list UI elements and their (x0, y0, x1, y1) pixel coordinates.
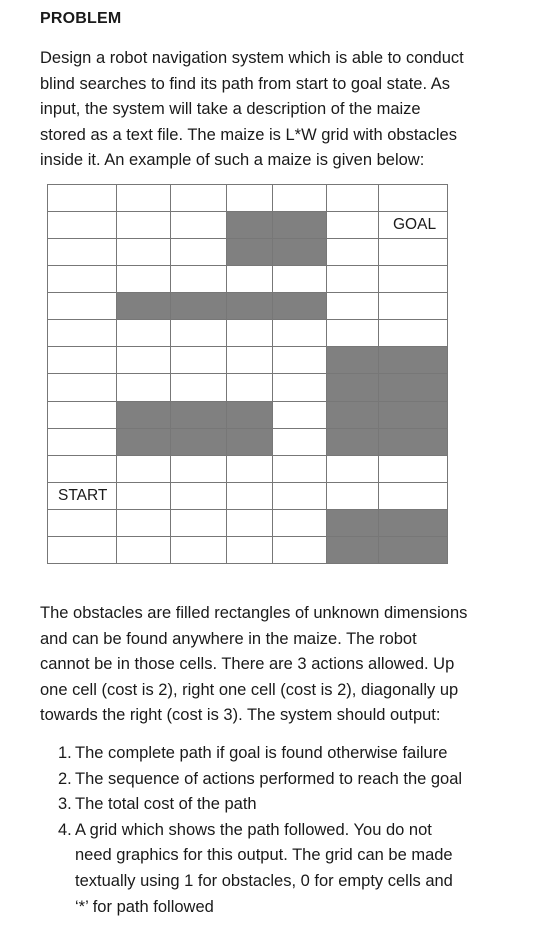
output-requirements-list (58, 741, 518, 920)
empty-cell (117, 482, 171, 509)
obstacle-cell (117, 293, 171, 320)
empty-cell (117, 185, 171, 212)
empty-cell (379, 482, 448, 509)
obstacle-cell (227, 239, 273, 266)
para-line: cannot be in those cells. There are 3 actions allowed. Up (40, 655, 455, 674)
empty-cell (327, 212, 379, 239)
empty-cell (227, 185, 273, 212)
empty-cell (171, 374, 227, 401)
obstacle-cell (379, 509, 448, 536)
obstacle-cell (327, 536, 379, 563)
empty-cell (48, 455, 117, 482)
obstacle-cell (379, 401, 448, 428)
obstacle-cell (379, 428, 448, 455)
empty-cell (273, 266, 327, 293)
goal-label: GOAL (393, 216, 437, 234)
empty-cell (273, 185, 327, 212)
empty-cell (171, 455, 227, 482)
maze-table (47, 184, 448, 564)
empty-cell (227, 374, 273, 401)
obstacle-cell (327, 374, 379, 401)
obstacle-cell (117, 401, 171, 428)
obstacle-cell (379, 374, 448, 401)
output-item (58, 792, 518, 818)
output-item-text: textually using 1 for obstacles, 0 for empty cells and (75, 871, 453, 890)
maze-row (48, 212, 448, 239)
intro-line: inside it. An example of such a maize is given below: (40, 151, 425, 170)
empty-cell (48, 320, 117, 347)
empty-cell (117, 509, 171, 536)
empty-cell (273, 455, 327, 482)
empty-cell (227, 266, 273, 293)
obstacle-cell (171, 293, 227, 320)
empty-cell (379, 320, 448, 347)
obstacle-cell (273, 212, 327, 239)
output-item-text: need graphics for this output. The grid can be made (75, 846, 453, 865)
empty-cell (273, 509, 327, 536)
empty-cell (327, 239, 379, 266)
empty-cell (227, 536, 273, 563)
empty-cell (171, 482, 227, 509)
obstacle-cell (171, 428, 227, 455)
empty-cell (171, 266, 227, 293)
maze-row (48, 347, 448, 374)
intro-paragraph (40, 46, 510, 174)
obstacle-cell (379, 347, 448, 374)
empty-cell (48, 509, 117, 536)
maze-row (48, 509, 448, 536)
output-item-text: The total cost of the path (75, 795, 257, 814)
empty-cell (117, 347, 171, 374)
empty-cell (171, 536, 227, 563)
obstacle-cell (227, 401, 273, 428)
empty-cell (227, 509, 273, 536)
maze-row (48, 239, 448, 266)
empty-cell (117, 536, 171, 563)
obstacle-cell (227, 428, 273, 455)
problem-heading: PROBLEM (40, 10, 122, 27)
empty-cell (48, 266, 117, 293)
para-line: The obstacles are filled rectangles of unknown dimensions (40, 604, 468, 622)
goal-cell (379, 212, 448, 239)
empty-cell (379, 293, 448, 320)
maze-row (48, 401, 448, 428)
maze-row (48, 455, 448, 482)
empty-cell (227, 320, 273, 347)
output-item (58, 741, 518, 767)
para-line: one cell (cost is 2), right one cell (cost is 2), diagonally up (40, 680, 459, 699)
empty-cell (171, 347, 227, 374)
intro-line: blind searches to find its path from start to goal state. As (40, 74, 450, 93)
empty-cell (171, 320, 227, 347)
obstacle-cell (327, 347, 379, 374)
maze-row (48, 266, 448, 293)
empty-cell (48, 536, 117, 563)
empty-cell (171, 185, 227, 212)
obstacle-cell (227, 293, 273, 320)
empty-cell (117, 212, 171, 239)
empty-cell (48, 347, 117, 374)
output-item-number: 4. (58, 820, 72, 839)
output-item (58, 818, 518, 920)
output-item-text: The complete path if goal is found otherwise failure (75, 744, 448, 762)
obstacle-cell (327, 428, 379, 455)
empty-cell (48, 212, 117, 239)
empty-cell (48, 293, 117, 320)
obstacle-cell (227, 212, 273, 239)
empty-cell (273, 374, 327, 401)
obstacle-cell (273, 293, 327, 320)
empty-cell (379, 185, 448, 212)
output-item-text: A grid which shows the path followed. You do not (75, 820, 432, 839)
empty-cell (273, 401, 327, 428)
obstacle-cell (171, 401, 227, 428)
empty-cell (117, 239, 171, 266)
output-item-number: 3. (58, 795, 72, 814)
empty-cell (327, 320, 379, 347)
empty-cell (327, 293, 379, 320)
empty-cell (273, 536, 327, 563)
maze-row (48, 320, 448, 347)
empty-cell (117, 266, 171, 293)
empty-cell (273, 428, 327, 455)
maze-row (48, 482, 448, 509)
empty-cell (171, 509, 227, 536)
empty-cell (327, 266, 379, 293)
intro-line: input, the system will take a description of the maize (40, 100, 421, 119)
empty-cell (327, 455, 379, 482)
obstacle-cell (327, 401, 379, 428)
maze-row (48, 374, 448, 401)
empty-cell (227, 482, 273, 509)
output-item (58, 767, 518, 793)
empty-cell (227, 455, 273, 482)
empty-cell (327, 482, 379, 509)
empty-cell (48, 374, 117, 401)
output-item-text: ‘*’ for path followed (75, 897, 214, 916)
output-item-text: The sequence of actions performed to reach the goal (75, 769, 463, 788)
intro-line: Design a robot navigation system which is able to conduct (40, 49, 464, 67)
output-item-number: 1. (58, 744, 72, 762)
obstacles-paragraph (40, 601, 510, 729)
maze-row (48, 428, 448, 455)
maze-row (48, 293, 448, 320)
empty-cell (379, 455, 448, 482)
intro-line: stored as a text file. The maize is L*W grid with obstacles (40, 125, 457, 144)
empty-cell (327, 185, 379, 212)
empty-cell (117, 374, 171, 401)
obstacle-cell (327, 509, 379, 536)
empty-cell (379, 266, 448, 293)
empty-cell (48, 239, 117, 266)
output-item-number: 2. (58, 769, 72, 788)
obstacle-cell (273, 239, 327, 266)
empty-cell (48, 401, 117, 428)
maze-row (48, 536, 448, 563)
para-line: and can be found anywhere in the maize. The robot (40, 629, 417, 648)
start-cell (48, 482, 117, 509)
maze-row (48, 185, 448, 212)
empty-cell (379, 239, 448, 266)
empty-cell (273, 482, 327, 509)
empty-cell (117, 455, 171, 482)
empty-cell (48, 428, 117, 455)
empty-cell (227, 347, 273, 374)
empty-cell (273, 347, 327, 374)
empty-cell (171, 239, 227, 266)
maze-grid (47, 184, 447, 564)
empty-cell (171, 212, 227, 239)
obstacle-cell (117, 428, 171, 455)
start-label: START (58, 486, 108, 504)
para-line: towards the right (cost is 3). The system should output: (40, 706, 441, 725)
empty-cell (117, 320, 171, 347)
empty-cell (273, 320, 327, 347)
empty-cell (48, 185, 117, 212)
obstacle-cell (379, 536, 448, 563)
